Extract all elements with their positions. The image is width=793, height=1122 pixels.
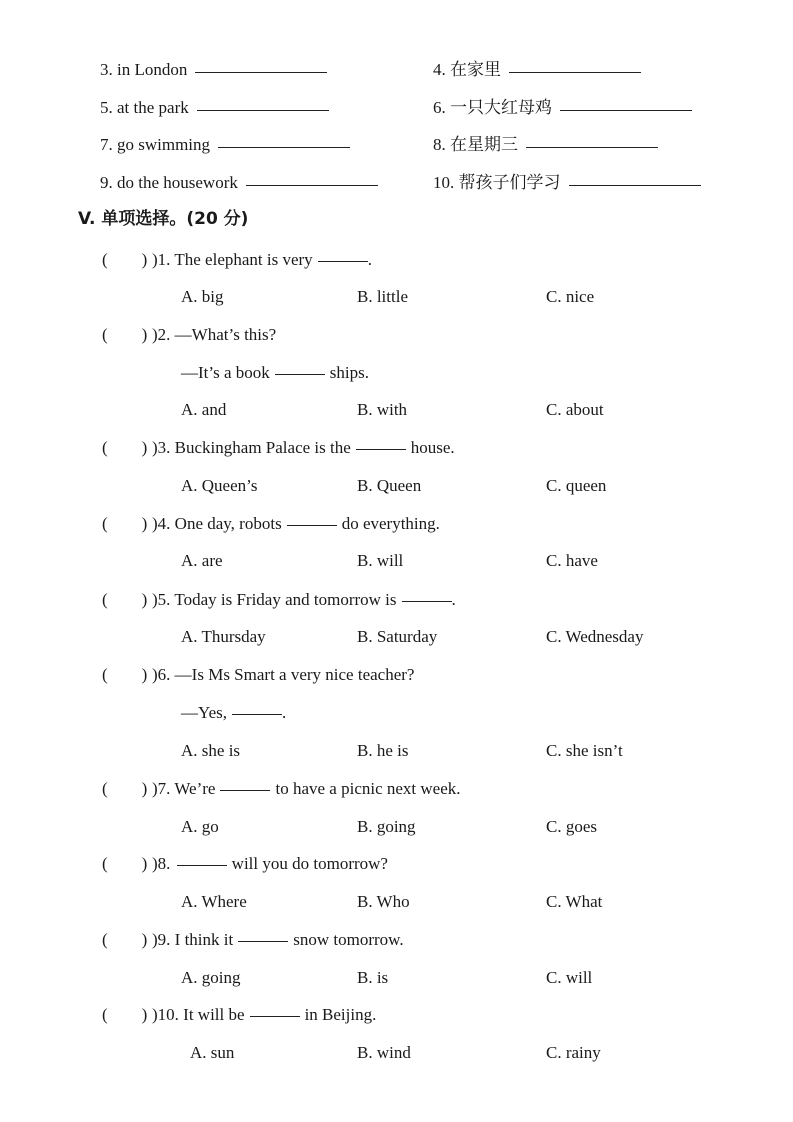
section-title: V. 单项选择。(20 分) bbox=[78, 209, 249, 229]
translation-item bbox=[433, 135, 658, 155]
option-b[interactable]: B. with bbox=[357, 400, 408, 419]
item-text: 7. go swimming bbox=[100, 135, 211, 154]
question-2: )2. —What’s this? bbox=[152, 325, 277, 344]
option-b[interactable]: B. wind bbox=[357, 1043, 411, 1062]
answer-blank[interactable] bbox=[509, 72, 641, 73]
answer-paren[interactable]: ( ) bbox=[102, 438, 148, 457]
answer-paren[interactable]: ( ) bbox=[102, 250, 148, 269]
translation-item bbox=[100, 173, 378, 193]
question-text: —Yes, bbox=[181, 703, 227, 722]
option-c[interactable]: C. queen bbox=[546, 476, 607, 495]
question-text-after: will you do tomorrow? bbox=[231, 854, 388, 873]
question-number: 4. bbox=[157, 514, 171, 533]
question-text-after: ships. bbox=[329, 363, 369, 382]
question-text: It will be bbox=[183, 1005, 245, 1024]
answer-paren[interactable]: ( ) bbox=[102, 1005, 148, 1024]
option-a[interactable]: A. go bbox=[181, 817, 219, 836]
translation-item bbox=[100, 98, 329, 118]
option-c[interactable]: C. nice bbox=[546, 287, 595, 306]
question-text: I think it bbox=[174, 930, 234, 949]
question-text: —It’s a book bbox=[181, 363, 270, 382]
question-number: 10. bbox=[157, 1005, 179, 1024]
answer-blank[interactable] bbox=[402, 601, 452, 602]
question-number: 2. bbox=[157, 325, 171, 344]
question-text: —Is Ms Smart a very nice teacher? bbox=[174, 665, 415, 684]
answer-paren[interactable]: ( ) bbox=[102, 590, 148, 609]
option-a[interactable]: A. and bbox=[181, 400, 227, 419]
option-a[interactable]: A. going bbox=[181, 968, 241, 987]
question-number: 1. bbox=[157, 250, 171, 269]
item-text: 8. 在星期三 bbox=[433, 135, 518, 154]
question-10: )10. It will be in Beijing. bbox=[152, 1005, 377, 1024]
option-b[interactable]: B. little bbox=[357, 287, 408, 306]
answer-blank[interactable] bbox=[275, 374, 325, 375]
answer-blank[interactable] bbox=[197, 110, 329, 111]
option-c[interactable]: C. have bbox=[546, 551, 598, 570]
answer-blank[interactable] bbox=[218, 147, 350, 148]
option-b[interactable]: B. will bbox=[357, 551, 404, 570]
question-5: )5. Today is Friday and tomorrow is . bbox=[152, 590, 456, 609]
question-number: 8. bbox=[157, 854, 171, 873]
option-a[interactable]: A. Queen’s bbox=[181, 476, 258, 495]
option-c[interactable]: C. she isn’t bbox=[546, 741, 623, 760]
option-c[interactable]: C. will bbox=[546, 968, 593, 987]
question-6-line2 bbox=[181, 703, 286, 723]
answer-blank[interactable] bbox=[238, 941, 288, 942]
question-text-after: do everything. bbox=[341, 514, 440, 533]
option-c[interactable]: C. about bbox=[546, 400, 604, 419]
question-number: 7. bbox=[157, 779, 171, 798]
option-a[interactable]: A. sun bbox=[190, 1043, 235, 1062]
translation-item bbox=[433, 60, 641, 80]
answer-blank[interactable] bbox=[246, 185, 378, 186]
option-b[interactable]: B. Who bbox=[357, 892, 410, 911]
option-c[interactable]: C. rainy bbox=[546, 1043, 601, 1062]
question-text-after: . bbox=[451, 590, 456, 609]
item-text: 6. 一只大红母鸡 bbox=[433, 98, 552, 117]
option-a[interactable]: A. Where bbox=[181, 892, 247, 911]
item-text: 9. do the housework bbox=[100, 173, 238, 192]
answer-paren[interactable]: ( ) bbox=[102, 665, 148, 684]
answer-blank[interactable] bbox=[356, 449, 406, 450]
question-text-after: . bbox=[367, 250, 372, 269]
question-6: )6. —Is Ms Smart a very nice teacher? bbox=[152, 665, 415, 684]
question-9: )9. I think it snow tomorrow. bbox=[152, 930, 404, 949]
answer-paren[interactable]: ( ) bbox=[102, 930, 148, 949]
option-c[interactable]: C. What bbox=[546, 892, 603, 911]
question-text: The elephant is very bbox=[174, 250, 313, 269]
answer-blank[interactable] bbox=[232, 714, 282, 715]
option-a[interactable]: A. big bbox=[181, 287, 224, 306]
question-number: 6. bbox=[157, 665, 171, 684]
translation-item bbox=[100, 60, 327, 80]
question-4: )4. One day, robots do everything. bbox=[152, 514, 440, 533]
answer-blank[interactable] bbox=[526, 147, 658, 148]
question-text: Today is Friday and tomorrow is bbox=[174, 590, 397, 609]
answer-paren[interactable]: ( ) bbox=[102, 514, 148, 533]
question-number: 3. bbox=[157, 438, 171, 457]
option-b[interactable]: B. going bbox=[357, 817, 416, 836]
question-text: Buckingham Palace is the bbox=[174, 438, 351, 457]
option-a[interactable]: A. Thursday bbox=[181, 627, 266, 646]
option-b[interactable]: B. he is bbox=[357, 741, 409, 760]
question-number: 9. bbox=[157, 930, 171, 949]
answer-blank[interactable] bbox=[318, 261, 368, 262]
option-b[interactable]: B. is bbox=[357, 968, 389, 987]
question-text-after: house. bbox=[410, 438, 455, 457]
translation-item bbox=[433, 98, 692, 118]
question-number: 5. bbox=[157, 590, 171, 609]
answer-blank[interactable] bbox=[220, 790, 270, 791]
question-text-after: . bbox=[282, 703, 287, 722]
answer-blank[interactable] bbox=[287, 525, 337, 526]
question-text-after: snow tomorrow. bbox=[293, 930, 404, 949]
answer-blank[interactable] bbox=[195, 72, 327, 73]
translation-item bbox=[433, 173, 701, 193]
question-3: )3. Buckingham Palace is the house. bbox=[152, 438, 455, 457]
question-text: One day, robots bbox=[174, 514, 282, 533]
answer-blank[interactable] bbox=[177, 865, 227, 866]
answer-paren[interactable]: ( ) bbox=[102, 325, 148, 344]
answer-paren[interactable]: ( ) bbox=[102, 779, 148, 798]
item-text: 10. 帮孩子们学习 bbox=[433, 173, 561, 192]
question-8: )8. will you do tomorrow? bbox=[152, 854, 388, 873]
item-text: 3. in London bbox=[100, 60, 188, 79]
question-text: We’re bbox=[174, 779, 216, 798]
question-text-after: to have a picnic next week. bbox=[275, 779, 461, 798]
question-7: )7. We’re to have a picnic next week. bbox=[152, 779, 461, 798]
answer-blank[interactable] bbox=[560, 110, 692, 111]
question-1: )1. The elephant is very . bbox=[152, 250, 372, 269]
translation-item bbox=[100, 135, 350, 155]
option-c[interactable]: C. Wednesday bbox=[546, 627, 644, 646]
item-text: 5. at the park bbox=[100, 98, 189, 117]
option-b[interactable]: B. Queen bbox=[357, 476, 422, 495]
question-text-after: in Beijing. bbox=[304, 1005, 377, 1024]
question-text: —What’s this? bbox=[174, 325, 277, 344]
option-a[interactable]: A. are bbox=[181, 551, 223, 570]
item-text: 4. 在家里 bbox=[433, 60, 501, 79]
option-b[interactable]: B. Saturday bbox=[357, 627, 438, 646]
answer-blank[interactable] bbox=[569, 185, 701, 186]
answer-blank[interactable] bbox=[250, 1016, 300, 1017]
answer-paren[interactable]: ( ) bbox=[102, 854, 148, 873]
question-2-line2 bbox=[181, 363, 369, 383]
option-c[interactable]: C. goes bbox=[546, 817, 597, 836]
option-a[interactable]: A. she is bbox=[181, 741, 241, 760]
